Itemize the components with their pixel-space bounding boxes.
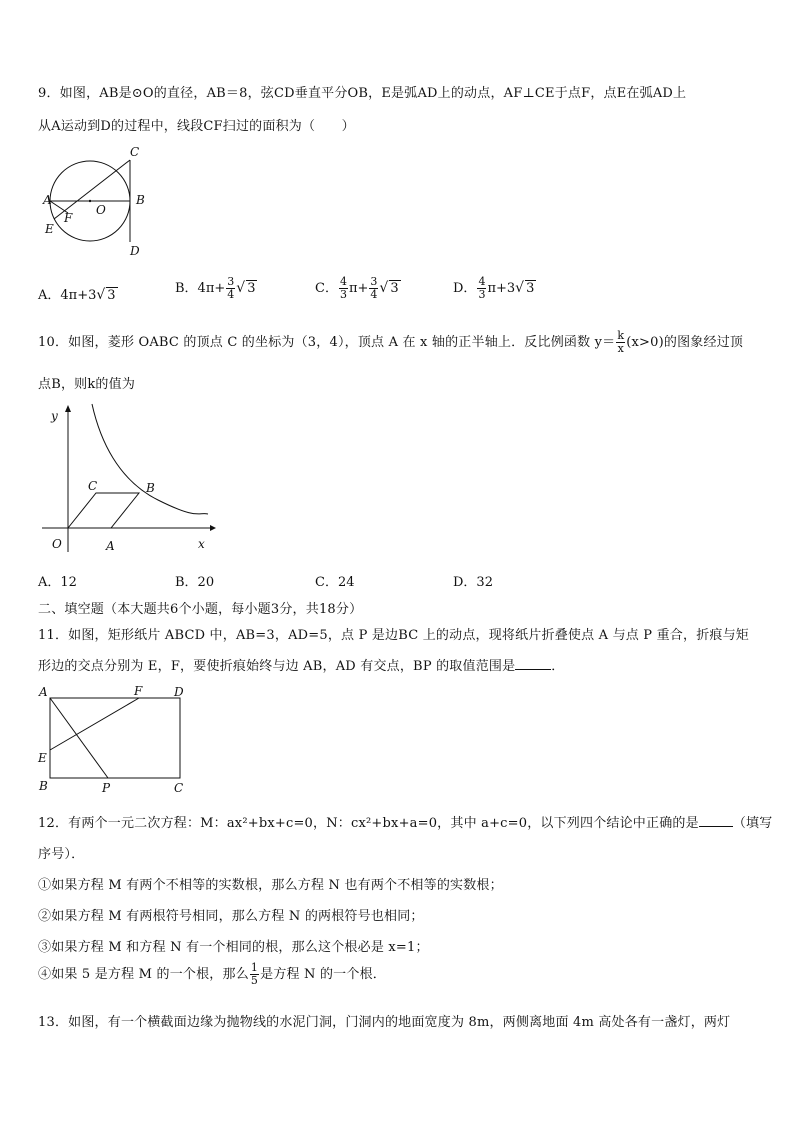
q9-option-b: B．4π+ $\frac{3}{4}$ √ 3 (175, 275, 256, 301)
q11-line1: 11．如图，矩形纸片 ABCD 中，AB=3，AD=5，点 P 是边BC 上的动点，现将纸片折叠使点 A 与点 P 重合，折痕与矩 (38, 628, 749, 643)
q10-label-b: B (146, 481, 155, 495)
q9-label-a: A (43, 193, 52, 207)
q9-label-c: C (130, 145, 140, 159)
q10-label-y: y (51, 409, 58, 423)
q10-label-x: x (198, 537, 205, 551)
q11-label-d: D (174, 685, 184, 699)
q10-graph-diagram (38, 400, 218, 560)
q9-option-d: D． $\frac{4}{3}$ π+3√ 3 (453, 275, 535, 301)
q9-line1: 9．如图，AB是⊙O的直径，AB＝8，弦CD垂直平分OB，E是弧AD上的动点，AF⊥CE于点F，点E在弧AD上 (38, 86, 687, 101)
q10-line1: 10．如图，菱形 OABC 的顶点 C 的坐标为（3，4），顶点 A 在 x 轴的正半轴上．反比例函数 y＝ $\frac{k}{x}$ (x>0)的图象经过顶 (38, 329, 744, 355)
q12-statement-4: ④如果 5 是方程 M 的一个根，那么 $\frac{1}{5}$ 是方程 N 的一个根． (38, 961, 386, 987)
section2-heading: 二、填空题（本大题共6个小题，每小题3分，共18分） (38, 602, 363, 617)
q12-line2: 序号）． (38, 847, 85, 862)
q10-option-a: A．12 (38, 575, 77, 590)
q12-statement-1: ①如果方程 M 有两个不相等的实数根，那么方程 N 也有两个不相等的实数根； (38, 878, 503, 893)
q10-label-o: O (52, 537, 62, 551)
q9-option-a: A．4π+3√ 3 (38, 287, 116, 303)
q9-option-c: C． $\frac{4}{3}$ π+ $\frac{3}{4}$ √ 3 (315, 275, 399, 301)
q11-label-a: A (39, 685, 48, 699)
q11-label-b: B (39, 779, 48, 793)
q10-label-a: A (106, 539, 115, 553)
q10-option-b: B．20 (175, 575, 215, 590)
q11-answer-blank (515, 658, 551, 670)
q12-line1: 12．有两个一元二次方程：M：ax²+bx+c=0，N：cx²+bx+a=0，其中 a+c=0，以下列四个结论中正确的是 （填写 (38, 816, 773, 831)
q11-label-f: F (134, 684, 143, 698)
q9-line2: 从A运动到D的过程中，线段CF扫过的面积为（ ） (38, 119, 355, 134)
q11-label-e: E (38, 751, 47, 765)
q10-option-c: C．24 (315, 575, 355, 590)
q9-label-e: E (45, 222, 54, 236)
q9-circle-diagram (38, 142, 168, 262)
q13-line1: 13．如图，有一个横截面边缘为抛物线的水泥门洞，门洞内的地面宽度为 8m，两侧离地面 4m 高处各有一盏灯，两灯 (38, 1015, 731, 1030)
q9-label-f: F (64, 211, 73, 225)
q9-label-d: D (130, 244, 140, 258)
q10-label-c: C (88, 479, 98, 493)
q9-label-b: B (136, 193, 145, 207)
q12-statement-3: ③如果方程 M 和方程 N 有一个相同的根，那么这个根必是 x=1； (38, 940, 429, 955)
q11-rectangle-diagram (36, 684, 196, 796)
q12-statement-2: ②如果方程 M 有两根符号相同，那么方程 N 的两根符号也相同； (38, 909, 424, 924)
q11-label-p: P (102, 781, 111, 795)
q11-label-c: C (174, 781, 184, 795)
q10-line2: 点B，则k的值为 (38, 377, 136, 392)
q12-answer-blank (699, 815, 733, 827)
q11-line2: 形边的交点分别为 E，F，要使折痕始终与边 AB，AD 有交点，BP 的取值范围是 ． (38, 659, 565, 674)
q10-option-d: D．32 (453, 575, 493, 590)
q9-label-o: O (96, 203, 106, 217)
